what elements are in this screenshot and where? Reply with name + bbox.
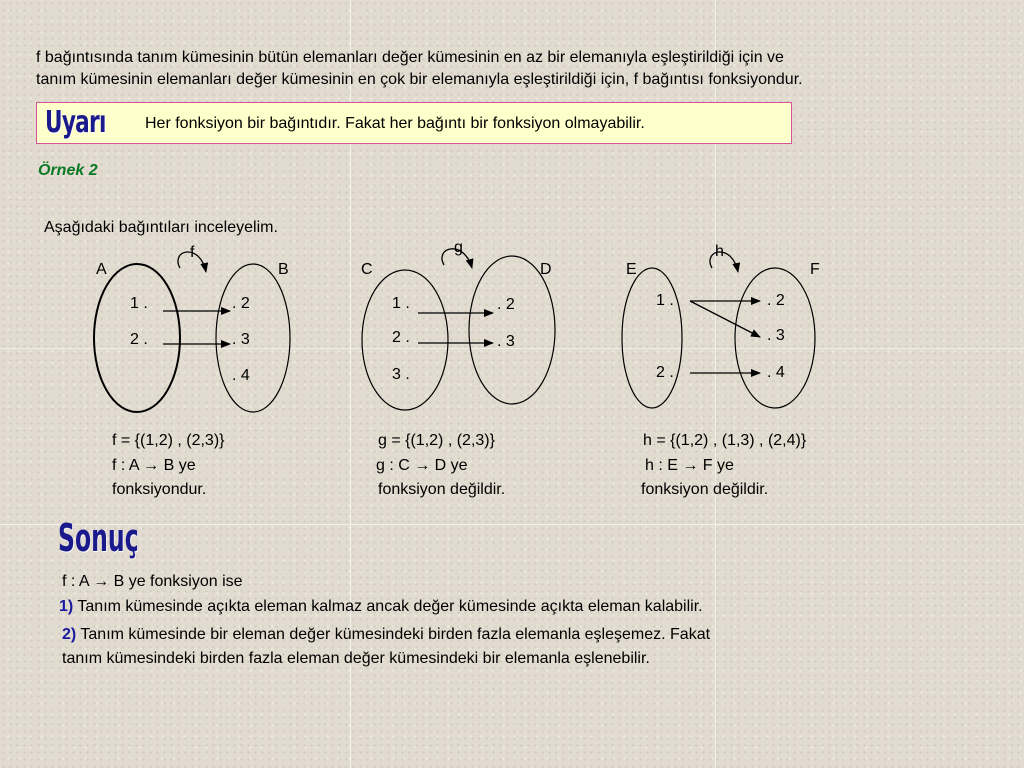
codomain-set-B bbox=[216, 264, 290, 412]
relation-set: h = {(1,2) , (1,3) , (2,4)} bbox=[643, 432, 807, 449]
item-number: 1) bbox=[59, 598, 74, 615]
domain-element: 2 . bbox=[392, 329, 410, 346]
codomain-element: . 4 bbox=[232, 367, 250, 384]
relation-verdict: fonksiyon değildir. bbox=[378, 481, 506, 498]
domain-element: 1 . bbox=[656, 292, 674, 309]
domain-element: 3 . bbox=[392, 366, 410, 383]
relation-name: f bbox=[190, 244, 195, 261]
set-label: C bbox=[361, 261, 373, 278]
item-text: Tanım kümesinde bir eleman değer kümesindeki birden fazla elemanla eşleşemez. Fakat bbox=[80, 626, 711, 643]
relation-mapping: g : C → D ye bbox=[376, 457, 468, 474]
result-item-2-continuation: tanım kümesindeki birden fazla eleman değer kümesindeki bir elemanla eşlenebilir. bbox=[62, 650, 650, 667]
set-label: B bbox=[278, 261, 289, 278]
set-label: D bbox=[540, 261, 552, 278]
result-condition: f : A → B ye fonksiyon ise bbox=[62, 573, 243, 590]
set-label: A bbox=[96, 261, 107, 278]
relation-set: g = {(1,2) , (2,3)} bbox=[378, 432, 495, 449]
codomain-element: . 3 bbox=[232, 331, 250, 348]
relation-name: g bbox=[454, 239, 463, 256]
intro-line: f bağıntısında tanım kümesinin bütün elemanları değer kümesinin en az bir elemanıyla eşleştirildiği için ve bbox=[36, 49, 784, 66]
codomain-element: . 2 bbox=[232, 295, 250, 312]
intro-line: tanım kümesinin elemanları değer kümesinin en çok bir elemanıyla eşleştirildiği için, f bağıntısı fonksiyondur. bbox=[36, 71, 803, 88]
warning-text: Her fonksiyon bir bağıntıdır. Fakat her bağıntı bir fonksiyon olmayabilir. bbox=[145, 115, 645, 132]
relation-verdict: fonksiyondur. bbox=[112, 481, 207, 498]
codomain-element: . 2 bbox=[767, 292, 785, 309]
mapping-arrow bbox=[690, 301, 760, 337]
codomain-element: . 3 bbox=[767, 327, 785, 344]
item-number: 2) bbox=[62, 626, 77, 643]
domain-element: 2 . bbox=[656, 364, 674, 381]
item-text: Tanım kümesinde açıkta eleman kalmaz ancak değer kümesinde açıkta eleman kalabilir. bbox=[77, 598, 703, 615]
codomain-element: . 2 bbox=[497, 296, 515, 313]
relation-mapping: h : E → F ye bbox=[645, 457, 734, 474]
domain-element: 1 . bbox=[392, 295, 410, 312]
codomain-element: . 3 bbox=[497, 333, 515, 350]
domain-set-E bbox=[622, 268, 682, 408]
relation-mapping: f : A → B ye bbox=[112, 457, 196, 474]
result-item-1 bbox=[59, 596, 703, 618]
example-title: Örnek 2 bbox=[38, 162, 98, 179]
relation-verdict: fonksiyon değildir. bbox=[641, 481, 769, 498]
relation-set: f = {(1,2) , (2,3)} bbox=[112, 432, 225, 449]
domain-element: 2 . bbox=[130, 331, 148, 348]
warning-title: Uyarı bbox=[45, 105, 106, 140]
result-item-2 bbox=[62, 624, 710, 646]
domain-element: 1 . bbox=[130, 295, 148, 312]
result-title: Sonuç bbox=[58, 516, 139, 560]
set-label: F bbox=[810, 261, 820, 278]
example-intro: Aşağıdaki bağıntıları inceleyelim. bbox=[44, 219, 278, 236]
relation-name: h bbox=[715, 243, 724, 260]
codomain-element: . 4 bbox=[767, 364, 785, 381]
set-label: E bbox=[626, 261, 637, 278]
